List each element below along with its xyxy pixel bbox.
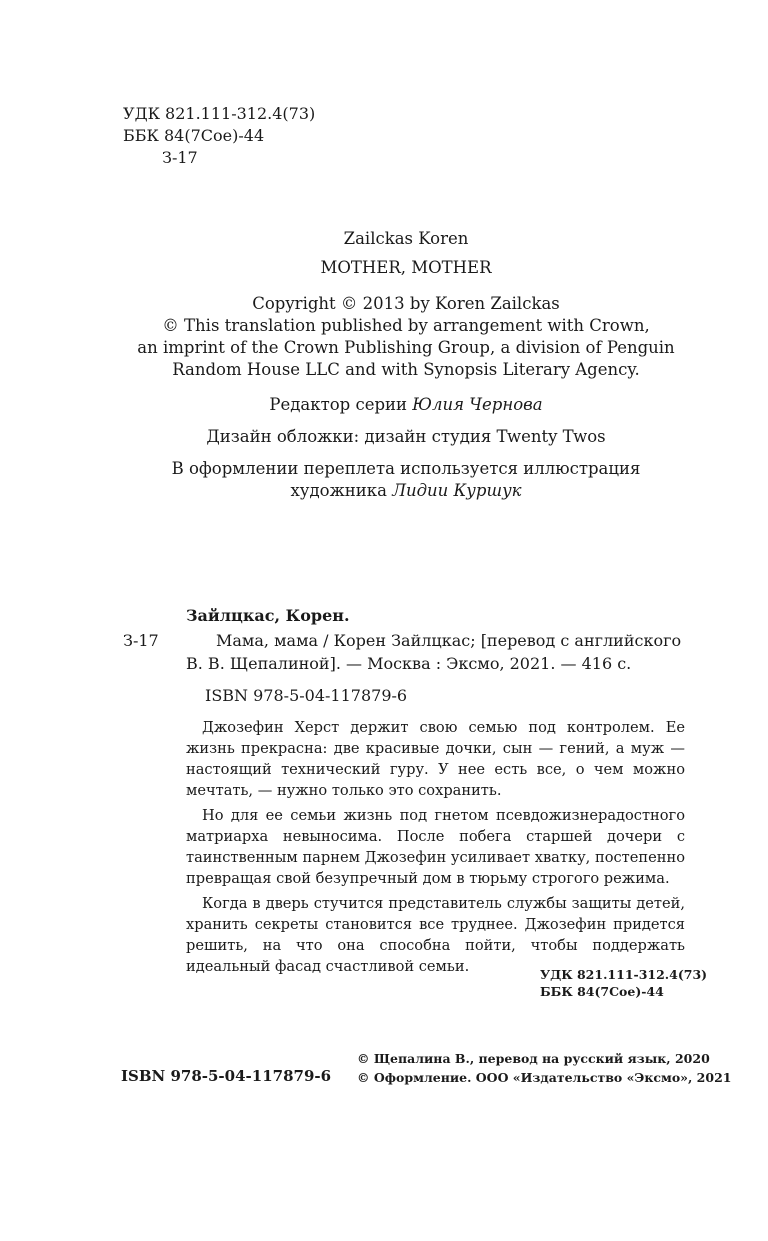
cover-design bbox=[0, 426, 768, 448]
binding-artist: Лидии Куршук bbox=[392, 481, 522, 500]
bbk-code: ББК 84(7Сое)-44 bbox=[540, 984, 664, 999]
copyright-line: Copyright © 2013 by Koren Zailckas bbox=[252, 294, 560, 313]
copyright-block bbox=[0, 293, 768, 381]
original-title-block bbox=[0, 228, 768, 279]
bib-heading: Зайлцкас, Корен. bbox=[186, 606, 350, 625]
footer-isbn: ISBN 978-5-04-117879-6 bbox=[121, 1067, 332, 1085]
copyright-line: Random House LLC and with Synopsis Literary Agency. bbox=[172, 360, 640, 379]
annotation-paragraph: Джозефин Херст держит свою семью под контролем. Ее жизнь прекрасна: две красивые дочки, сын — гений, а муж — настоящий технический гуру. У нее есть все, о чем можно мечтать, — нужно только это сохранить. bbox=[186, 719, 685, 799]
top-catalog bbox=[123, 103, 315, 169]
annotation-paragraph: Когда в дверь стучится представитель службы защиты детей, хранить секреты становится все труднее. Джозефин придется решить, на что она способна пойти, чтобы поддержать идеальный фасад счастливой семьи. bbox=[186, 895, 685, 975]
udk-code: УДК 821.111-312.4(73) bbox=[540, 967, 708, 982]
original-author: Zailckas Koren bbox=[343, 229, 469, 248]
bib-line: Мама, мама / Корен Зайлцкас; [перевод с английского bbox=[216, 631, 682, 650]
editor-name: Юлия Чернова bbox=[412, 395, 543, 414]
original-title: MOTHER, MOTHER bbox=[320, 258, 492, 277]
binding-illustration bbox=[0, 458, 768, 502]
copyright-line: an imprint of the Crown Publishing Group, a division of Penguin bbox=[137, 338, 675, 357]
bbk-code: ББК 84(7Сое)-44 bbox=[123, 126, 265, 145]
udk-code: УДК 821.111-312.4(73) bbox=[123, 104, 316, 123]
editor-label: Редактор серии bbox=[269, 395, 413, 414]
copyright-design: © Оформление. ООО «Издательство «Эксмо», 2021 bbox=[357, 1070, 732, 1085]
author-mark: З-17 bbox=[162, 148, 198, 167]
footer-copyrights bbox=[357, 1050, 731, 1086]
bib-isbn: ISBN 978-5-04-117879-6 bbox=[205, 686, 408, 705]
copyright-translation: © Щепалина В., перевод на русский язык, 2020 bbox=[357, 1051, 710, 1066]
cover-design-line: Дизайн обложки: дизайн студия Twenty Twos bbox=[206, 427, 606, 446]
binding-prefix: художника bbox=[290, 481, 393, 500]
annotation bbox=[186, 717, 685, 977]
copyright-line: © This translation published by arrangement with Crown, bbox=[162, 316, 650, 335]
series-editor bbox=[0, 394, 768, 416]
annotation-paragraph: Но для ее семьи жизнь под гнетом псевдожизнерадостного матриарха невыносима. После побега старшей дочери с таинственным парнем Джозефин усиливает хватку, постепенно превращая свой безупречный дом в тюрьму строгого режима. bbox=[186, 807, 685, 887]
binding-line: В оформлении переплета используется иллюстрация bbox=[171, 459, 641, 478]
bib-line: В. В. Щепалиной]. — Москва : Эксмо, 2021. — 416 с. bbox=[186, 654, 632, 673]
annotation-catalog bbox=[540, 966, 707, 1000]
bib-author-mark: З-17 bbox=[123, 631, 159, 650]
